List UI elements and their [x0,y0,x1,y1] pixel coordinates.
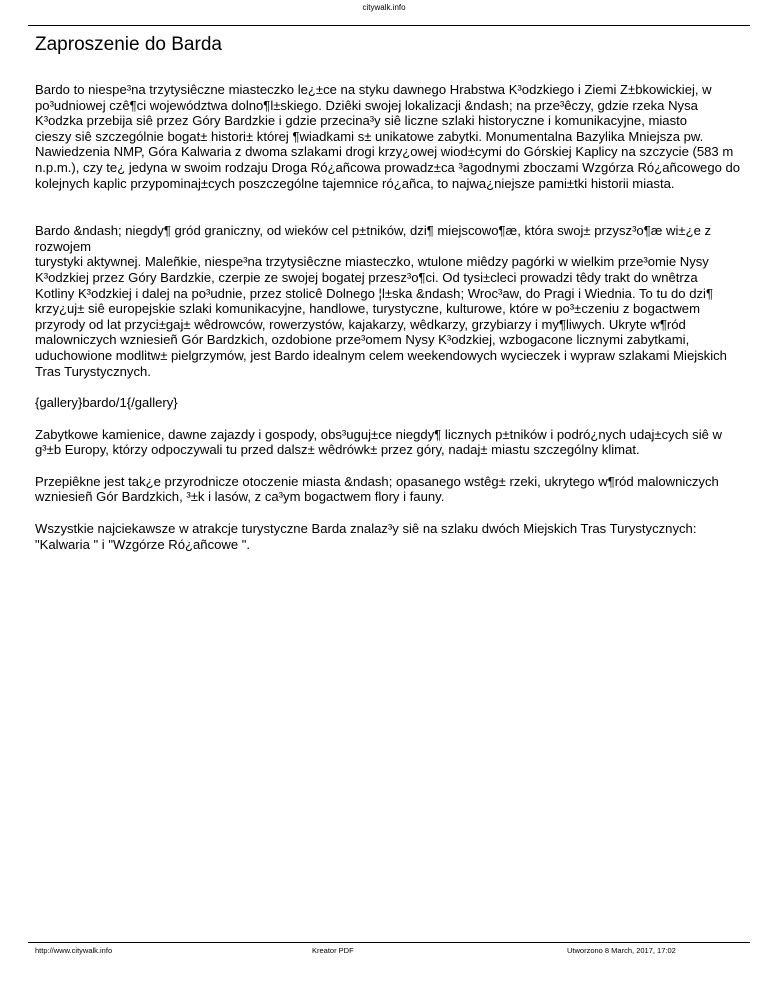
footer-created: Utworzono 8 March, 2017, 17:02 [567,946,676,955]
paragraph-history: Bardo &ndash; niegdy¶ gród graniczny, od wieków cel p±tników, dzi¶ miejscowo¶æ, która swoj± przysz³o¶æ wi±¿e z rozwojem turystyki aktywnej. Maleñkie, niespe³na trzytysiêczne miasteczko, wtulone miêdzy pagórki w wielkim prze³omie Nysy K³odzkiej przez Góry Bardzkie, czerpie ze swojej bogatej przesz³o¶ci. Od tysi±cleci prowadzi têdy trakt do wnêtrza Kotliny K³odzkiej i dalej na po³udnie, przez stolicê Dolnego ¦l±ska &ndash; Wroc³aw, do Pragi i Wiednia. To tu do dzi¶ krzy¿uj± siê europejskie szlaki komunikacyjne, handlowe, turystyczne, kulturowe, które w po³±czeniu z bogactwem przyrody od lat przyci±gaj± wêdrowców, rowerzystów, kajakarzy, wêdkarzy, grzybiarzy i my¶liwych. Ukryte w¶ród malowniczych wzniesieñ Gór Bardzkich, ozdobione prze³omem Nysy K³odzkiej, wzbogacone licznymi zabytkami, uduchowione modlitw± pielgrzymów, jest Bardo idealnym celem weekendowych wycieczek i wypraw szlakami Miejskich Tras Turystycznych. [35,223,727,379]
paragraph-nature: Przepiêkne jest tak¿e przyrodnicze otoczenie miasta &ndash; opasanego wstêg± rzeki, ukrytego w¶ród malowniczych wzniesieñ Gór Bardzkich, ³±k i lasów, z ca³ym bogactwem flory i fauny. [35,473,719,505]
header-site-name: citywalk.info [362,3,406,12]
header-divider [28,25,750,26]
paragraph-trails: Wszystkie najciekawsze w atrakcje turystyczne Barda znalaz³y siê na szlaku dwóch Miejskich Tras Turystycznych: "Kalwaria " i "Wzgórze Ró¿añcowe ". [35,521,697,552]
gallery-placeholder: {gallery}bardo/1{/gallery} [35,395,178,411]
paragraph-intro: Bardo to niespe³na trzytysiêczne miasteczko le¿±ce na styku dawnego Hrabstwa K³odzkiego i Ziemi Z±bkowickiej, w po³udniowej czê¶ci województwa dolno¶l±skiego. Dziêki swojej lokalizacji &ndash; na prze³êczy, gdzie rzeka Nysa K³odzka przebija siê przez Góry Bardzkie i gdzie przecina³y siê liczne szlaki historyczne i komunikacyjne, miasto cieszy siê szczególnie bogat± histori± której ¶wiadkami s± unikatowe zabytki. Monumentalna Bazylika Mniejsza pw. Nawiedzenia NMP, Góra Kalwaria z dwoma szlakami drogi krzy¿owej wiod±cymi do Górskiej Kaplicy na szczycie (583 m n.p.m.), czy te¿ jedyna w swoim rodzaju Droga Ró¿añcowa prowadz±ca ³agodnymi zboczami Wzgórza Ró¿añcowego do kolejnych kaplic przypominaj±cych poszczególne tajemnice ró¿añca, to najwa¿niejsze pami±tki historii miasta. [35,82,741,191]
footer-generator: Kreator PDF [312,946,354,955]
page-title: Zaproszenie do Barda [35,34,222,55]
footer-url: http://www.citywalk.info [35,946,113,955]
footer-divider [28,942,750,943]
article-body [35,82,767,568]
paragraph-architecture: Zabytkowe kamienice, dawne zajazdy i gospody, obs³uguj±ce niegdy¶ licznych p±tników i podró¿nych udaj±cych siê w g³±b Europy, którzy odpoczywali tu przed dalsz± wêdrówk± przez góry, nadaj± miastu szczególny klimat. [35,426,723,458]
